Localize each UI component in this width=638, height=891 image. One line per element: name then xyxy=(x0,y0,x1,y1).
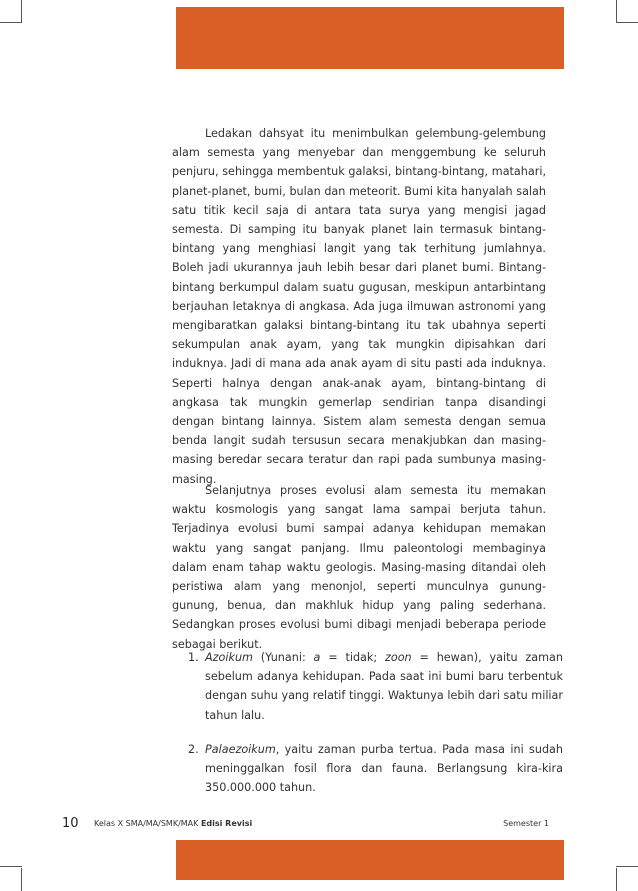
page-number: 10 xyxy=(62,816,79,831)
semester-label: Semester 1 xyxy=(503,819,549,828)
list-item xyxy=(188,740,563,798)
book-title xyxy=(94,819,252,828)
list-text-italic: zoon xyxy=(385,651,412,664)
list-item xyxy=(188,648,563,725)
header-accent-bar xyxy=(176,7,564,69)
book-title-text: Kelas X SMA/MA/SMK/MAK xyxy=(94,819,201,828)
list-text-italic: a xyxy=(313,651,321,664)
crop-mark xyxy=(21,0,22,22)
list-text: (Yunani: xyxy=(252,651,314,664)
footer-accent-bar xyxy=(176,840,564,880)
list-number: 2. xyxy=(188,743,199,756)
paragraph-2-text: Selanjutnya proses evolusi alam semesta itu memakan waktu kosmologis yang sangat lama sampai berjuta tahun. Terjadinya evolusi bumi sampai adanya kehidupan memakan waktu yang sangat panjang. Ilmu paleontologi membaginya dalam enam tahap waktu geologis. Masing-masing ditandai oleh peristiwa alam yang menonjol, seperti munculnya gunung-gunung, benua, dan makhluk hidup yang paling sederhana. Sedangkan proses evolusi bumi dibagi menjadi beberapa periode sebagai berikut. xyxy=(172,484,546,651)
list-text: , yaitu zaman purba tertua. Pada masa ini sudah meninggalkan fosil flora dan fauna. Berlangsung kira-kira 350.000.000 tahun. xyxy=(205,743,563,795)
crop-mark xyxy=(0,866,22,867)
paragraph-1 xyxy=(172,124,546,489)
edition-label: Edisi Revisi xyxy=(200,819,253,828)
crop-mark xyxy=(616,866,638,867)
crop-mark xyxy=(0,22,22,23)
crop-mark xyxy=(616,22,638,23)
list-term: Azoikum xyxy=(205,651,253,664)
list-term: Palaezoikum xyxy=(205,743,276,756)
crop-mark xyxy=(616,868,617,891)
paragraph-1-text: Ledakan dahsyat itu menimbulkan gelembung-gelembung alam semesta yang menyebar dan menggembung ke seluruh penjuru, sehingga membentuk galaksi, bintang-bintang, matahari, planet-planet, bumi, bulan dan meteorit. Bumi kita hanyalah salah satu titik kecil saja di antara tata surya yang mengisi jagad semesta. Di samping itu banyak planet lain termasuk bintang-bintang yang menghiasi langit yang tak terhitung jumlahnya. Boleh jadi ukurannya jauh lebih besar dari planet bumi. Bintang-bintang berkumpul dalam suatu gugusan, meskipun antarbintang berjauhan letaknya di angkasa. Ada juga ilmuwan astronomi yang mengibaratkan galaksi bintang-bintang itu tak ubahnya seperti sekumpulan anak ayam, yang tak mungkin dipisahkan dari induknya. Jadi di mana ada anak ayam di situ pasti ada induknya. Seperti halnya dengan anak-anak ayam, bintang-bintang di angkasa tak mungkin gemerlap sendirian tanpa disandingi dengan bintang lainnya. Sistem alam semesta dengan semua benda langit sudah tersusun secara menakjubkan dan masing-masing beredar secara teratur dan rapi pada sumbunya masing-masing. xyxy=(172,127,546,486)
crop-mark xyxy=(616,0,617,22)
list-text: = hewan), yaitu zaman sebelum adanya kehidupan. Pada saat ini bumi baru terbentuk dengan suhu yang relatif tinggi. Waktunya lebih dari satu miliar tahun lalu. xyxy=(205,651,563,722)
crop-mark xyxy=(21,868,22,891)
page-footer xyxy=(62,816,549,836)
list-text: = tidak; xyxy=(320,651,385,664)
paragraph-2 xyxy=(172,481,546,654)
list-number: 1. xyxy=(188,651,199,664)
